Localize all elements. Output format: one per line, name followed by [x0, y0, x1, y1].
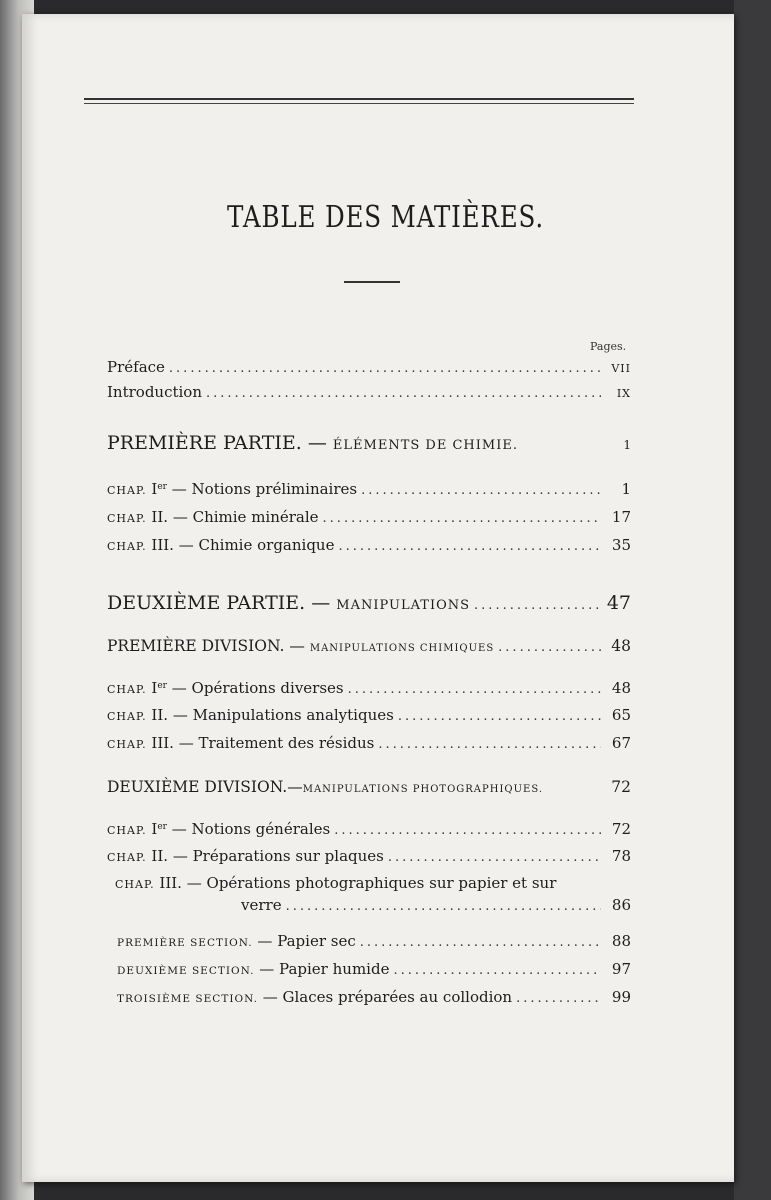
chap-title: Notions préliminaires — [191, 480, 358, 498]
leader-dots — [206, 386, 601, 401]
chap-label: CHAP. — [107, 484, 147, 497]
leader-dots — [286, 899, 601, 914]
section-title: Papier sec — [277, 932, 356, 950]
toc-chapter[interactable]: CHAP. II. — Préparations sur plaques ..... 78 — [107, 847, 631, 865]
chap-title: Traitement des résidus — [198, 734, 375, 752]
toc-page: 17 — [611, 508, 631, 526]
toc-page: 48 — [611, 679, 631, 697]
chap-title: Chimie organique — [198, 536, 335, 554]
chap-label: CHAP. — [107, 738, 147, 751]
title-rule — [344, 281, 400, 283]
leader-dots — [169, 361, 601, 376]
section-title: Glaces préparées au collodion — [282, 988, 513, 1006]
book-cover-edge — [734, 0, 771, 1200]
division-heading: PREMIÈRE DIVISION. — MANIPULATIONS CHIMIQUES — [107, 637, 495, 655]
chap-title: Préparations sur plaques — [192, 847, 384, 865]
toc-chapter[interactable]: CHAP. II. — Manipulations analytiques ..... 65 — [107, 706, 631, 724]
section-label: TROISIÈME SECTION. — [117, 993, 258, 1005]
toc-section[interactable]: DEUXIÈME SECTION. — Papier humide ..... 97 — [107, 960, 631, 978]
toc-part-1[interactable] — [107, 432, 631, 454]
toc-chapter[interactable]: CHAP. III. — Opérations photographiques sur papier et sur — [115, 874, 557, 892]
toc-chapter[interactable]: CHAP. Ier — Notions préliminaires ..... 1 — [107, 480, 631, 498]
leader-dots — [498, 640, 601, 655]
toc-page: 65 — [611, 706, 631, 724]
leader-dots — [361, 483, 601, 498]
leader-dots — [323, 511, 601, 526]
toc-page: 1 — [623, 438, 631, 452]
toc-page: 35 — [611, 536, 631, 554]
toc-page: 99 — [611, 988, 631, 1006]
toc-division-1[interactable] — [107, 637, 631, 655]
toc-chapter[interactable]: CHAP. III. — Traitement des résidus ..... 67 — [107, 734, 631, 752]
toc-division-2[interactable] — [107, 778, 631, 796]
chap-label: CHAP. — [107, 824, 147, 837]
toc-page: 72 — [611, 820, 631, 838]
toc-section[interactable]: TROISIÈME SECTION. — Glaces préparées au collodion ..... 99 — [107, 988, 631, 1006]
leader-dots — [338, 539, 601, 554]
part-heading: DEUXIÈME PARTIE. — MANIPULATIONS — [107, 592, 471, 614]
chap-title: Notions générales — [191, 820, 331, 838]
toc-page: 47 — [606, 592, 631, 614]
section-label: PREMIÈRE SECTION. — [117, 937, 253, 949]
chap-label: CHAP. — [107, 683, 147, 696]
toc-page: 67 — [611, 734, 631, 752]
leader-dots — [360, 935, 601, 950]
toc-part-2[interactable] — [107, 592, 631, 614]
chap-label: CHAP. — [107, 512, 147, 525]
toc-chapter[interactable]: CHAP. III. — Chimie organique ..... 35 — [107, 536, 631, 554]
toc-page: 97 — [611, 960, 631, 978]
division-subtitle: MANIPULATIONS PHOTOGRAPHIQUES. — [302, 784, 544, 795]
toc-chapter[interactable]: CHAP. II. — Chimie minérale ..... 17 — [107, 508, 631, 526]
toc-section[interactable]: PREMIÈRE SECTION. — Papier sec ..... 88 — [107, 932, 631, 950]
chap-title: Opérations photographiques sur papier et sur — [206, 874, 557, 892]
leader-dots — [393, 963, 601, 978]
chap-title: Opérations diverses — [191, 679, 344, 697]
chap-label: CHAP. — [107, 710, 147, 723]
top-double-rule — [84, 98, 634, 104]
chap-label: CHAP. — [107, 851, 147, 864]
toc-page: 72 — [611, 778, 631, 796]
toc-label: Préface — [107, 358, 165, 376]
division-subtitle: MANIPULATIONS CHIMIQUES — [309, 643, 495, 654]
toc-page: 86 — [611, 896, 631, 914]
chap-label: CHAP. — [115, 878, 155, 891]
section-title: Papier humide — [279, 960, 390, 978]
chap-title: Manipulations analytiques — [192, 706, 394, 724]
chap-label: CHAP. — [107, 540, 147, 553]
toc-page: 88 — [611, 932, 631, 950]
leader-dots — [348, 682, 601, 697]
leader-dots — [516, 991, 601, 1006]
toc-page: 1 — [621, 480, 631, 498]
part-subtitle: ÉLÉMENTS DE CHIMIE. — [332, 438, 518, 453]
chap-title: Chimie minérale — [192, 508, 319, 526]
toc-page: 78 — [611, 847, 631, 865]
toc-entry-preface[interactable] — [107, 358, 631, 376]
leader-dots — [474, 598, 601, 613]
page-title: TABLE DES MATIÈRES. — [227, 200, 544, 235]
part-subtitle: MANIPULATIONS — [336, 598, 471, 613]
leader-dots — [334, 823, 601, 838]
leader-dots — [398, 709, 601, 724]
section-label: DEUXIÈME SECTION. — [117, 965, 255, 977]
part-heading: PREMIÈRE PARTIE. — ÉLÉMENTS DE CHIMIE. — [107, 432, 518, 454]
toc-chapter[interactable]: CHAP. Ier — Notions générales ..... 72 — [107, 820, 631, 838]
toc-page: IX — [616, 387, 631, 400]
toc-chapter-continuation[interactable] — [107, 896, 631, 914]
toc-entry-introduction[interactable] — [107, 383, 631, 401]
toc-page: 48 — [611, 637, 631, 655]
toc-chapter[interactable]: CHAP. Ier — Opérations diverses ..... 48 — [107, 679, 631, 697]
leader-dots — [378, 737, 601, 752]
leader-dots — [388, 850, 601, 865]
toc-page: VII — [611, 362, 631, 375]
chap-title-cont: verre — [241, 896, 282, 914]
toc-label: Introduction — [107, 383, 202, 401]
pages-column-label: Pages. — [590, 340, 627, 353]
division-heading: DEUXIÈME DIVISION.—MANIPULATIONS PHOTOGRAPHIQUES. — [107, 778, 544, 796]
